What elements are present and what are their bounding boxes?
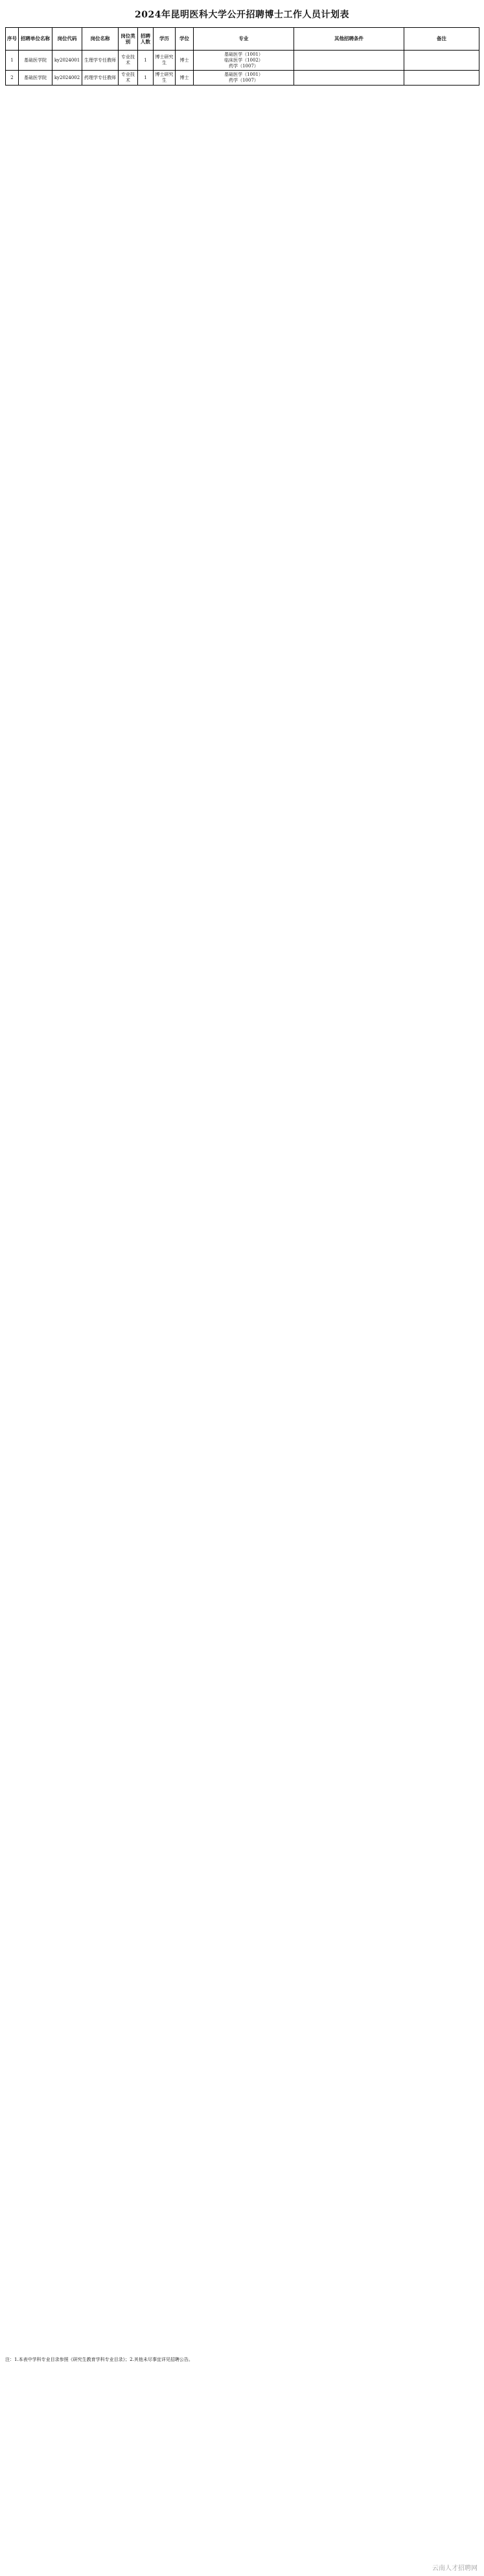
- cell-education: 博士研究生: [154, 51, 176, 71]
- header-degree: 学位: [176, 28, 194, 51]
- cell-code: ky2024002: [52, 71, 82, 86]
- table-row: [6, 51, 479, 71]
- footnote: 注：1.本表中学科专业目录参照《研究生教育学科专业目录》；2.其他未尽事宜详见招聘公告。: [5, 2356, 193, 2362]
- header-category: 岗位类别: [119, 28, 138, 51]
- cell-category: 专业技术: [119, 51, 138, 71]
- cell-unit: 基础医学院: [19, 71, 52, 86]
- cell-count: 1: [138, 51, 154, 71]
- cell-post: 生理学专任教师: [82, 51, 119, 71]
- cell-major: 基础医学（1001） 临床医学（1002） 药学（1007）: [194, 51, 294, 71]
- cell-code: ky2024001: [52, 51, 82, 71]
- header-major: 专业: [194, 28, 294, 51]
- cell-post: 药理学专任教师: [82, 71, 119, 86]
- page-title: 2024年昆明医科大学公开招聘博士工作人员计划表: [135, 10, 349, 20]
- cell-major: 基础医学（1001） 药学（1007）: [194, 71, 294, 86]
- header-unit: 招聘单位名称: [19, 28, 52, 51]
- header-education: 学历: [154, 28, 176, 51]
- header-note: 备注: [404, 28, 479, 51]
- table-row: [6, 71, 479, 86]
- cell-unit: 基础医学院: [19, 51, 52, 71]
- cell-seq: 1: [6, 51, 19, 71]
- header-seq: 序号: [6, 28, 19, 51]
- watermark-text: 云南人才招聘网: [432, 2565, 478, 2572]
- header-code: 岗位代码: [52, 28, 82, 51]
- table-header-row: [6, 28, 479, 51]
- cell-degree: 博士: [176, 71, 194, 86]
- cell-education: 博士研究生: [154, 71, 176, 86]
- recruitment-plan-table: [5, 27, 479, 86]
- cell-degree: 博士: [176, 51, 194, 71]
- header-conditions: 其他招聘条件: [294, 28, 404, 51]
- header-count: 招聘人数: [138, 28, 154, 51]
- cell-seq: 2: [6, 71, 19, 86]
- cell-conditions: [294, 51, 404, 71]
- cell-note: [404, 51, 479, 71]
- cell-conditions: [294, 71, 404, 86]
- cell-note: [404, 71, 479, 86]
- header-post: 岗位名称: [82, 28, 119, 51]
- table-continuation-spacer: [5, 86, 479, 2353]
- cell-category: 专业技术: [119, 71, 138, 86]
- cell-count: 1: [138, 71, 154, 86]
